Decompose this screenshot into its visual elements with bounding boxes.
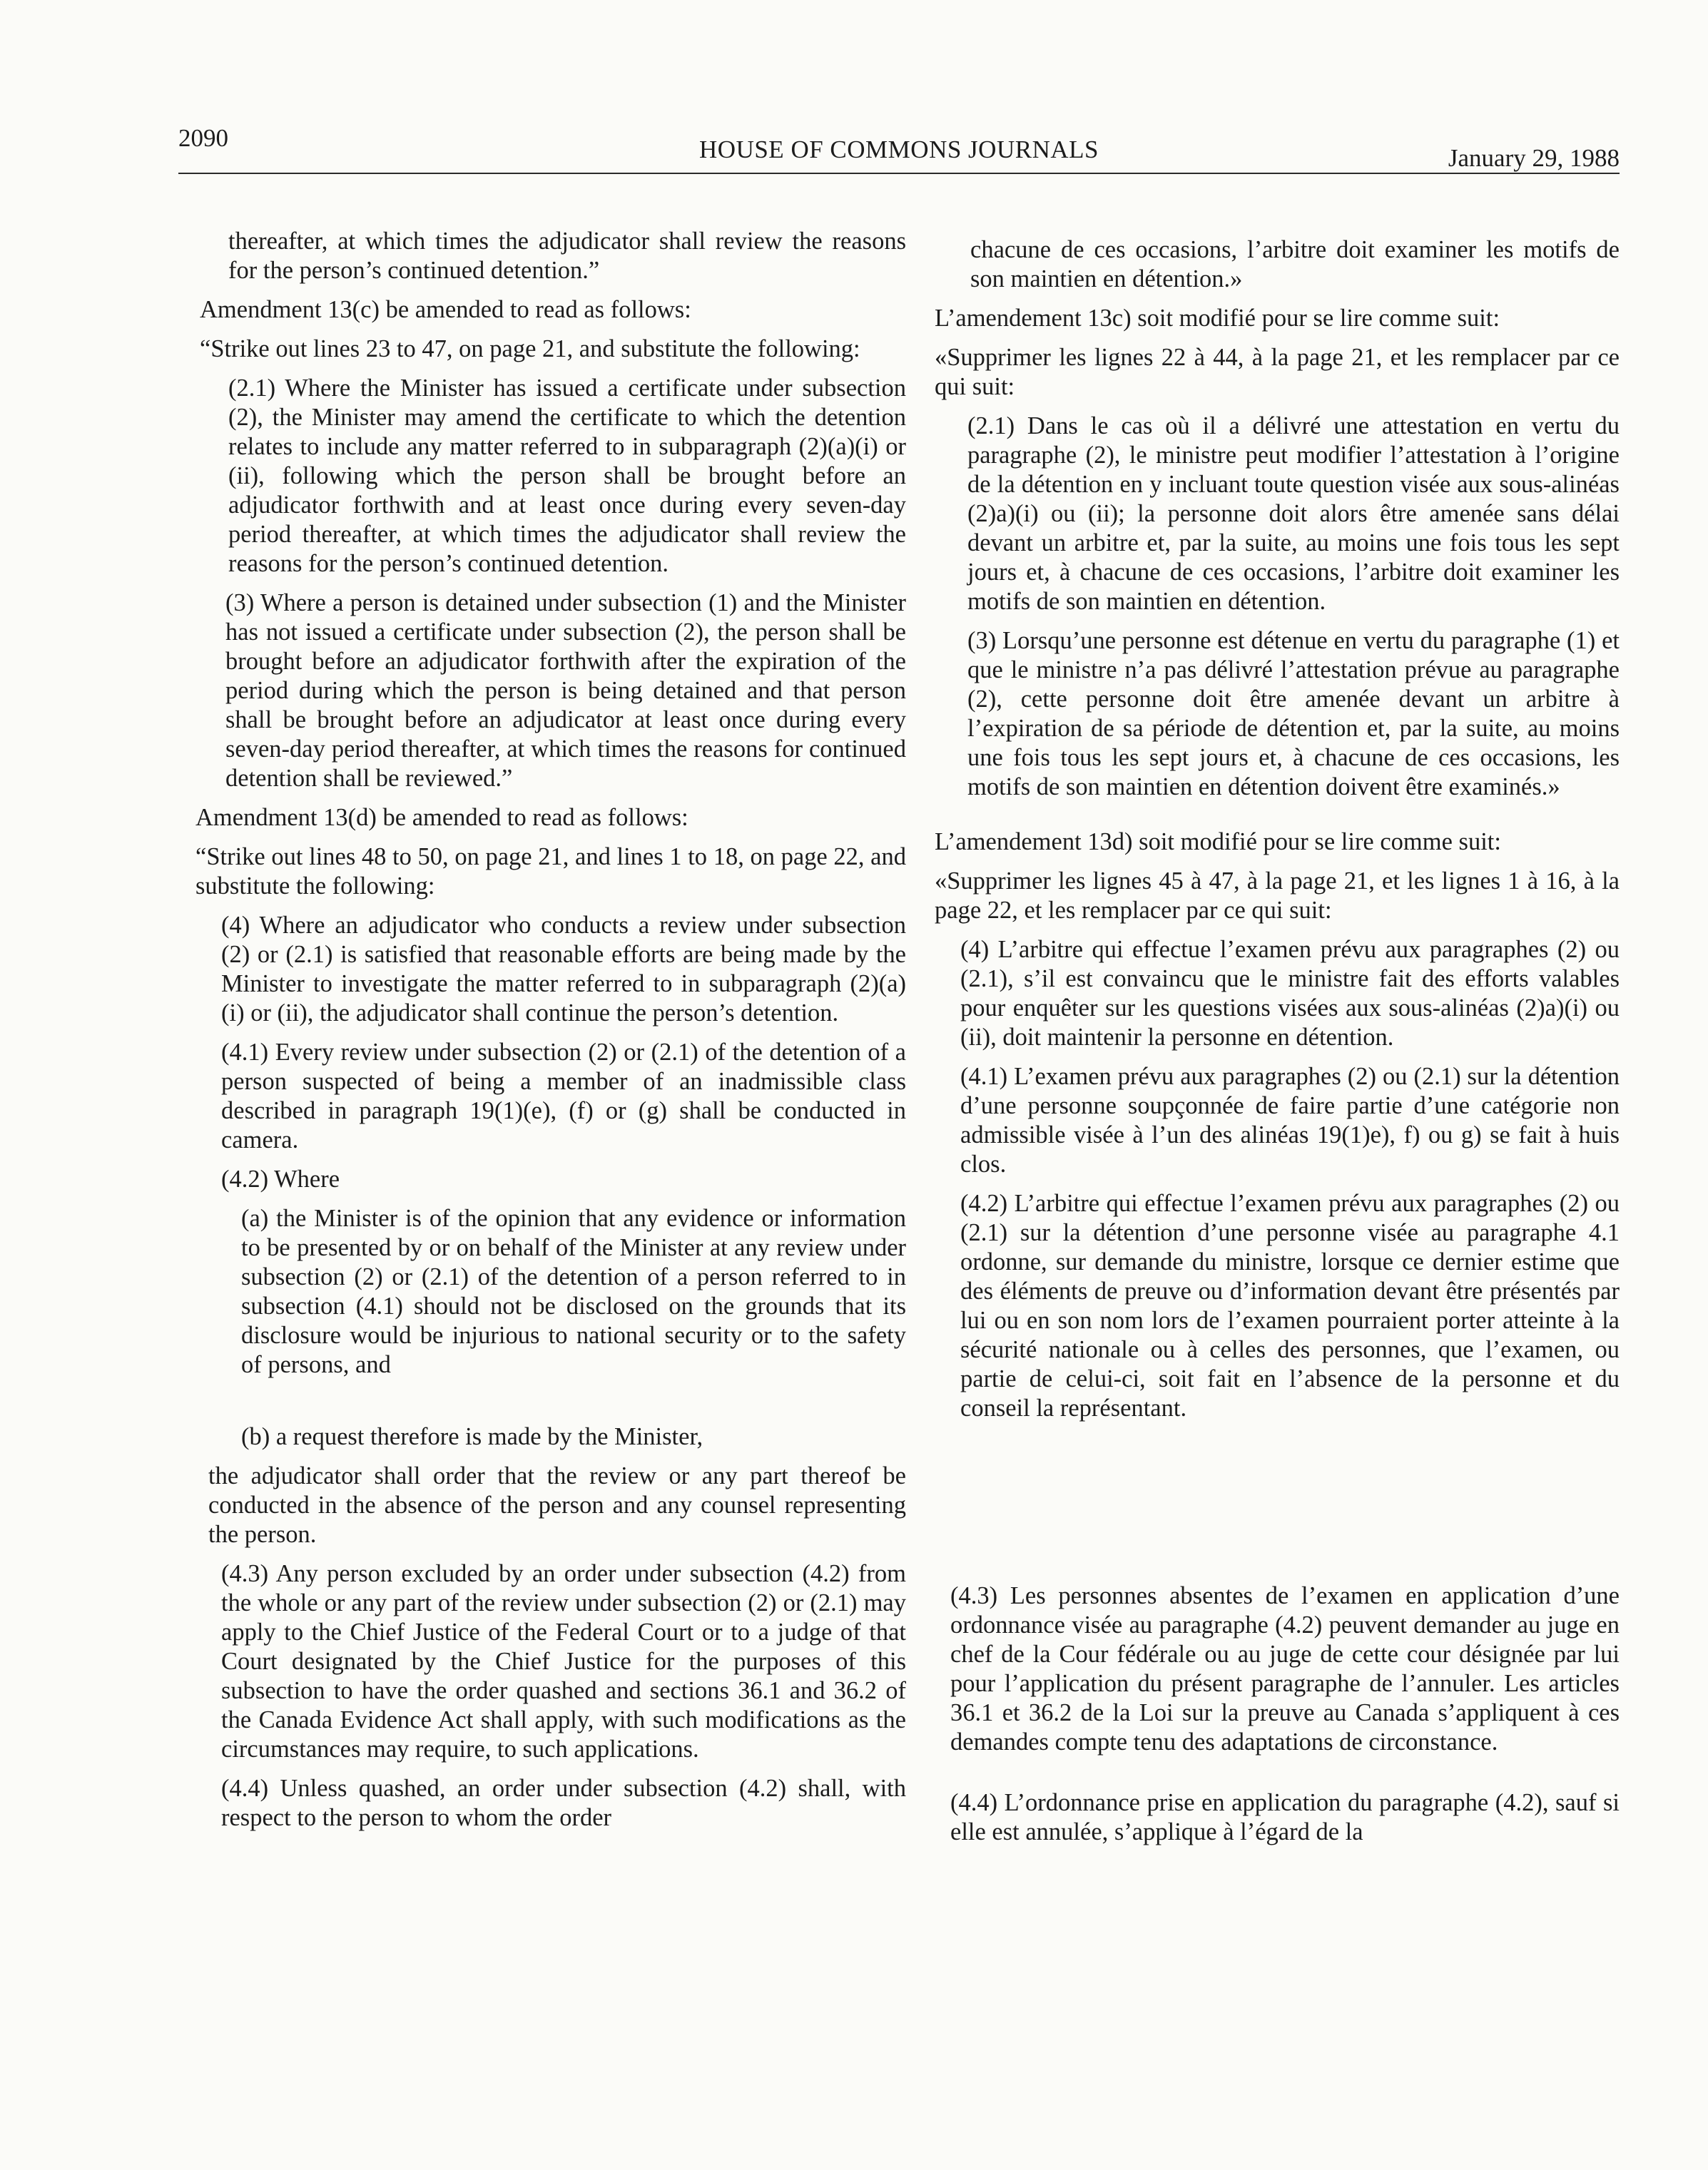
en-order-clause: the adjudicator shall order that the review or any part thereof be conducted in the absence of the person and any counsel representing the person.	[208, 1462, 906, 1548]
fr-amendment-13c-intro: L’amendement 13c) soit modifié pour se lire comme suit:	[935, 305, 1500, 332]
fr-subsection-4: (4) L’arbitre qui effectue l’examen prévu aux paragraphes (2) ou (2.1), s’il est convaincu que le ministre fait des efforts valables pour enquêter sur les questions visées aux sous-alinéas (2)a)(i) ou (ii), doit maintenir la personne en détention.	[960, 936, 1620, 1051]
fr-amendment-13d-intro: L’amendement 13d) soit modifié pour se lire comme suit:	[935, 828, 1501, 855]
en-amendment-13c-instruction: “Strike out lines 23 to 47, on page 21, and substitute the following:	[200, 335, 860, 362]
fr-para-continuation: chacune de ces occasions, l’arbitre doit examiner les motifs de son maintien en détention.»	[970, 236, 1620, 292]
fr-subsection-4-3: (4.3) Les personnes absentes de l’examen en application d’une ordonnance visée au paragraphe (4.2) peuvent demander au juge en chef de la Cour fédérale ou au juge de cette cour désignée par lui pour l’application du présent paragraphe de l’annuler. Les articles 36.1 et 36.2 de la Loi sur la preuve au Canada s’appliquent à ces demandes compte tenu des adaptations de circonstance.	[950, 1582, 1620, 1756]
french-column	[935, 235, 1620, 1847]
en-subsection-2-1: (2.1) Where the Minister has issued a certificate under subsection (2), the Minister may amend the certificate to which the detention relates to include any matter referred to in subparagraph (2)(a)(i) or (ii), following which the person shall be brought before an adjudicator forthwith and at least once during every seven-day period thereafter, at which times the adjudicator shall review the reasons for the person’s continued detention.	[228, 375, 906, 577]
en-subsection-3: (3) Where a person is detained under subsection (1) and the Minister has not issued a certificate under subsection (2), the person shall be brought before an adjudicator forthwith after the expiration of the period during which the person is being detained and that person shall be brought before an adjudicator at least once during every seven-day period thereafter, at which times the reasons for continued detention shall be reviewed.”	[225, 589, 906, 792]
fr-subsection-2-1: (2.1) Dans le cas où il a délivré une attestation en vertu du paragraphe (2), le ministre peut modifier l’attestation à l’origine de la détention en y incluant toute question visée aux sous-alinéas (2)a)(i) ou (ii); la personne doit alors être amenée sans délai devant un arbitre et, par la suite, au moins une fois tous les sept jours et, à chacune de ces occasions, l’arbitre doit examiner les motifs de son maintien en détention.	[967, 412, 1620, 615]
page-date: January 29, 1988	[1448, 144, 1620, 172]
fr-subsection-3: (3) Lorsqu’une personne est détenue en vertu du paragraphe (1) et que le ministre n’a pas délivré l’attestation prévue au paragraphe (2), cette personne doit être amenée devant un arbitre à l’expiration de sa période de détention et, par la suite, au moins une fois tous les sept jours et, à chacune de ces occasions, les motifs de son maintien en détention doivent être examinés.»	[967, 627, 1620, 800]
journal-title: HOUSE OF COMMONS JOURNALS	[699, 136, 1099, 163]
english-column	[195, 227, 906, 1833]
en-subsection-4-4: (4.4) Unless quashed, an order under subsection (4.2) shall, with respect to the person to whom the order	[221, 1775, 906, 1831]
page-number: 2090	[178, 124, 228, 152]
page-header	[178, 120, 1620, 174]
en-para-continuation: thereafter, at which times the adjudicator shall review the reasons for the person’s continued detention.”	[228, 228, 906, 284]
fr-subsection-4-2: (4.2) L’arbitre qui effectue l’examen prévu aux paragraphes (2) ou (2.1) sur la détention d’une personne visée au paragraphe 4.1 ordonne, sur demande du ministre, lorsque ce dernier estime que des éléments de preuve ou d’information devant être présentés par lui ou en son nom lors de l’examen pourraient porter atteinte à la sécurité nationale ou à celles des personnes, que l’examen, ou partie de celui-ci, soit fait en l’absence de la personne et du conseil la représentant.	[960, 1190, 1620, 1422]
en-paragraph-b: (b) a request therefore is made by the Minister,	[241, 1423, 703, 1450]
fr-subsection-4-4: (4.4) L’ordonnance prise en application du paragraphe (4.2), sauf si elle est annulée, s’applique à l’égard de la	[950, 1789, 1620, 1845]
fr-amendment-13c-instruction: «Supprimer les lignes 22 à 44, à la page 21, et les remplacer par ce qui suit:	[935, 344, 1620, 400]
fr-amendment-13d-instruction: «Supprimer les lignes 45 à 47, à la page 21, et les lignes 1 à 16, à la page 22, et les remplacer par ce qui suit:	[935, 867, 1620, 924]
en-subsection-4-1: (4.1) Every review under subsection (2) or (2.1) of the detention of a person suspected of being a member of an inadmissible class described in paragraph 19(1)(e), (f) or (g) shall be conducted in camera.	[221, 1039, 906, 1153]
en-subsection-4-3: (4.3) Any person excluded by an order under subsection (4.2) from the whole or any part of the review under subsection (2) or (2.1) may apply to the Chief Justice of the Federal Court or to a judge of that Court designated by the Chief Justice for the purposes of this subsection to have the order quashed and sections 36.1 and 36.2 of the Canada Evidence Act shall apply, with such modifications as the circumstances may require, to such applications.	[221, 1560, 906, 1763]
en-subsection-4-2: (4.2) Where	[221, 1166, 340, 1193]
fr-subsection-4-1: (4.1) L’examen prévu aux paragraphes (2) ou (2.1) sur la détention d’une personne soupçonnée de faire partie d’une catégorie non admissible visée à l’un des alinéas 19(1)e), f) ou g) se fait à huis clos.	[960, 1063, 1620, 1178]
en-paragraph-a: (a) the Minister is of the opinion that any evidence or information to be presented by or on behalf of the Minister at any review under subsection (2) or (2.1) of the detention of a person referred to in subsection (4.1) should not be disclosed on the grounds that its disclosure would be injurious to national security or to the safety of persons, and	[241, 1205, 906, 1378]
en-amendment-13d-instruction: “Strike out lines 48 to 50, on page 21, and lines 1 to 18, on page 22, and substitute the following:	[195, 843, 906, 900]
en-amendment-13c-intro: Amendment 13(c) be amended to read as follows:	[200, 296, 691, 323]
en-amendment-13d-intro: Amendment 13(d) be amended to read as follows:	[195, 804, 688, 831]
en-subsection-4: (4) Where an adjudicator who conducts a review under subsection (2) or (2.1) is satisfied that reasonable efforts are being made by the Minister to investigate the matter referred to in subparagraph (2)(a)(i) or (ii), the adjudicator shall continue the person’s detention.	[221, 912, 906, 1027]
